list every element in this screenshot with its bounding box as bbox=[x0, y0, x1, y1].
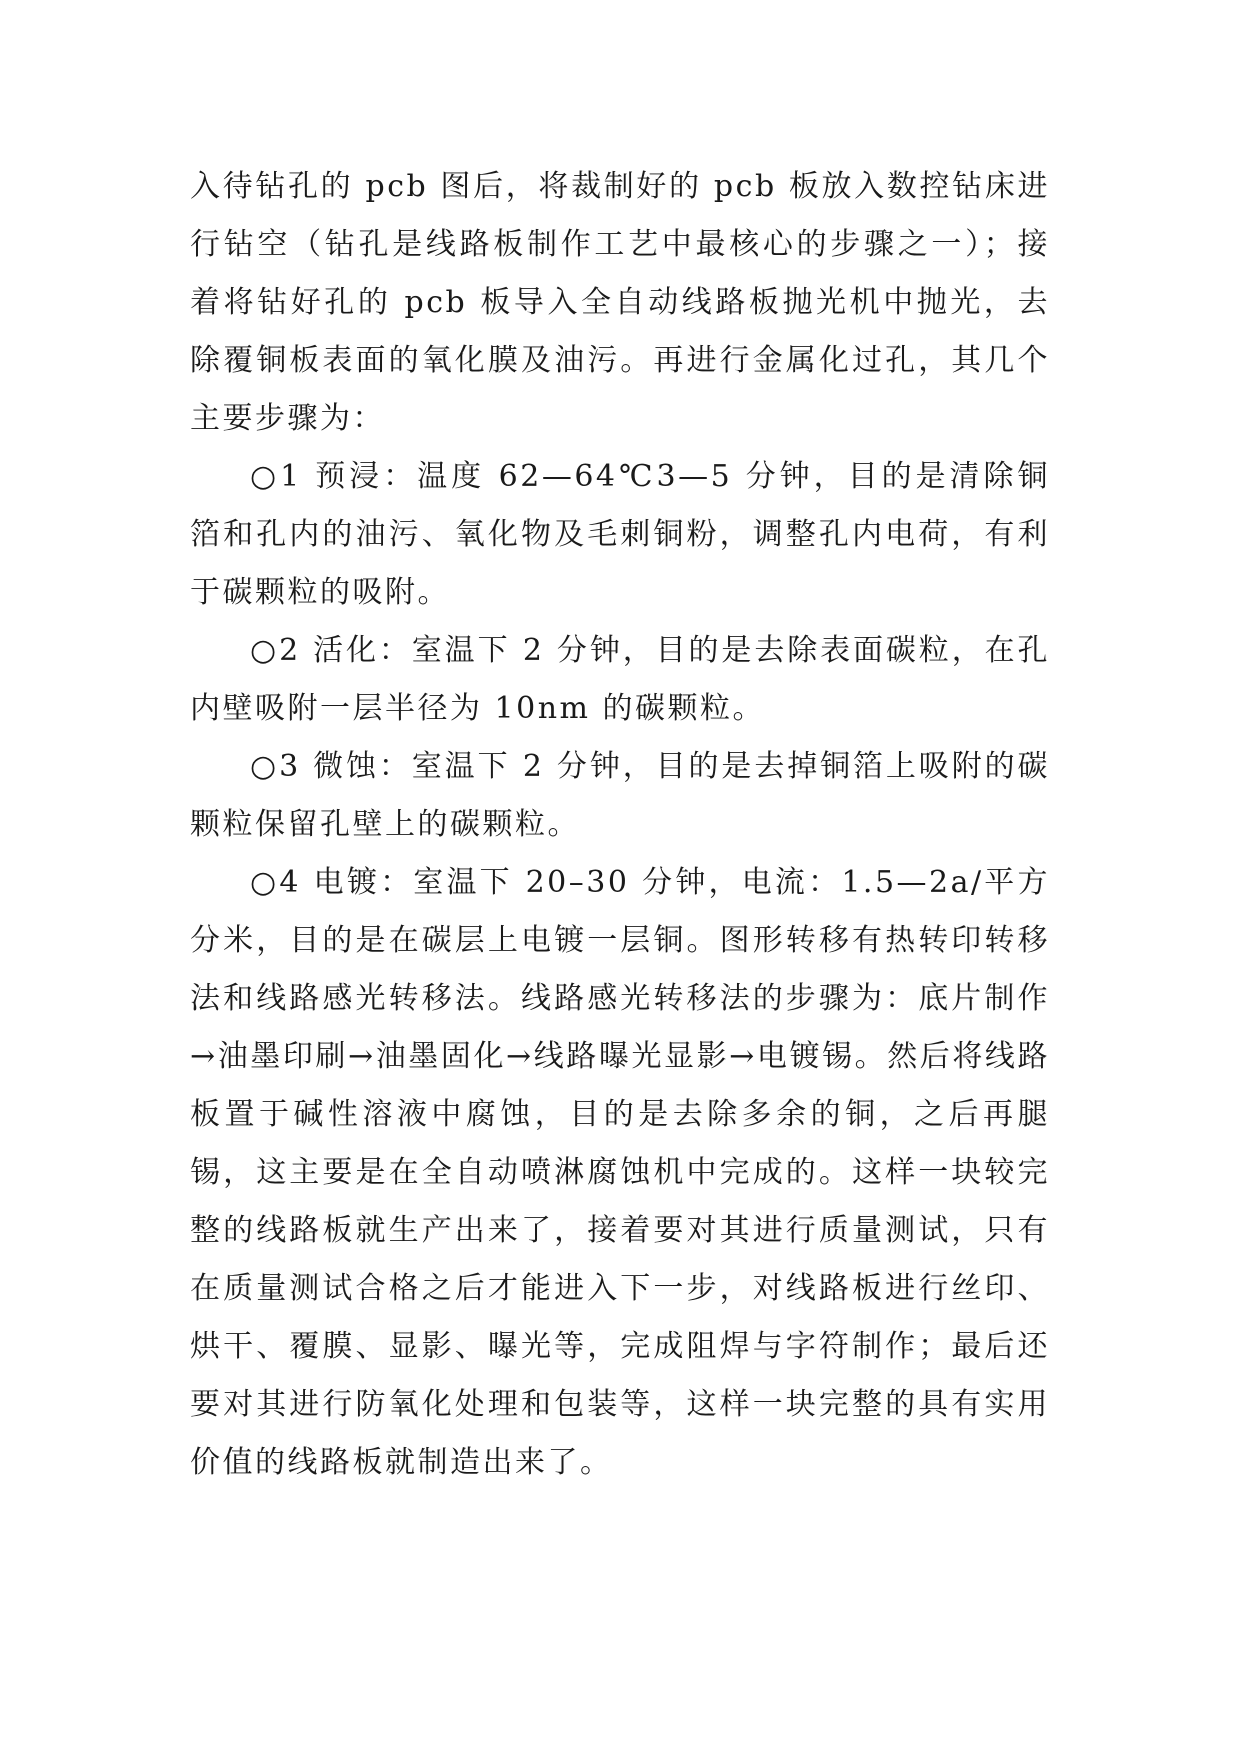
paragraph-step-1-preimmersion: ○1 预浸：温度 62—64℃3—5 分钟，目的是清除铜箔和孔内的油污、氧化物及毛刺铜粉，调整孔内电荷，有利于碳颗粒的吸附。 bbox=[190, 459, 1050, 610]
paragraph-step-3-microetch: ○3 微蚀：室温下 2 分钟，目的是去掉铜箔上吸附的碳颗粒保留孔壁上的碳颗粒。 bbox=[190, 749, 1050, 842]
paragraph-intro: 入待钻孔的 pcb 图后，将裁制好的 pcb 板放入数控钻床进行钻空（钻孔是线路板制作工艺中最核心的步骤之一）；接着将钻好孔的 pcb 板导入全自动线路板抛光机中抛光，去除覆铜板表面的氧化膜及油污。再进行金属化过孔，其几个主要步骤为： bbox=[190, 169, 1050, 436]
paragraph-step-2-activation: ○2 活化：室温下 2 分钟，目的是去除表面碳粒，在孔内壁吸附一层半径为 10nm 的碳颗粒。 bbox=[190, 633, 1050, 726]
document-body bbox=[190, 158, 1050, 1492]
paragraph-step-4-electroplating: ○4 电镀：室温下 20–30 分钟，电流：1.5—2a/平方分米，目的是在碳层上电镀一层铜。图形转移有热转印转移法和线路感光转移法。线路感光转移法的步骤为：底片制作→油墨印刷→油墨固化→线路曝光显影→电镀锡。然后将线路板置于碱性溶液中腐蚀，目的是去除多余的铜，之后再腿锡，这主要是在全自动喷淋腐蚀机中完成的。这样一块较完整的线路板就生产出来了，接着要对其进行质量测试，只有在质量测试合格之后才能进入下一步，对线路板进行丝印、烘干、覆膜、显影、曝光等，完成阻焊与字符制作；最后还要对其进行防氧化处理和包装等，这样一块完整的具有实用价值的线路板就制造出来了。 bbox=[190, 865, 1050, 1480]
